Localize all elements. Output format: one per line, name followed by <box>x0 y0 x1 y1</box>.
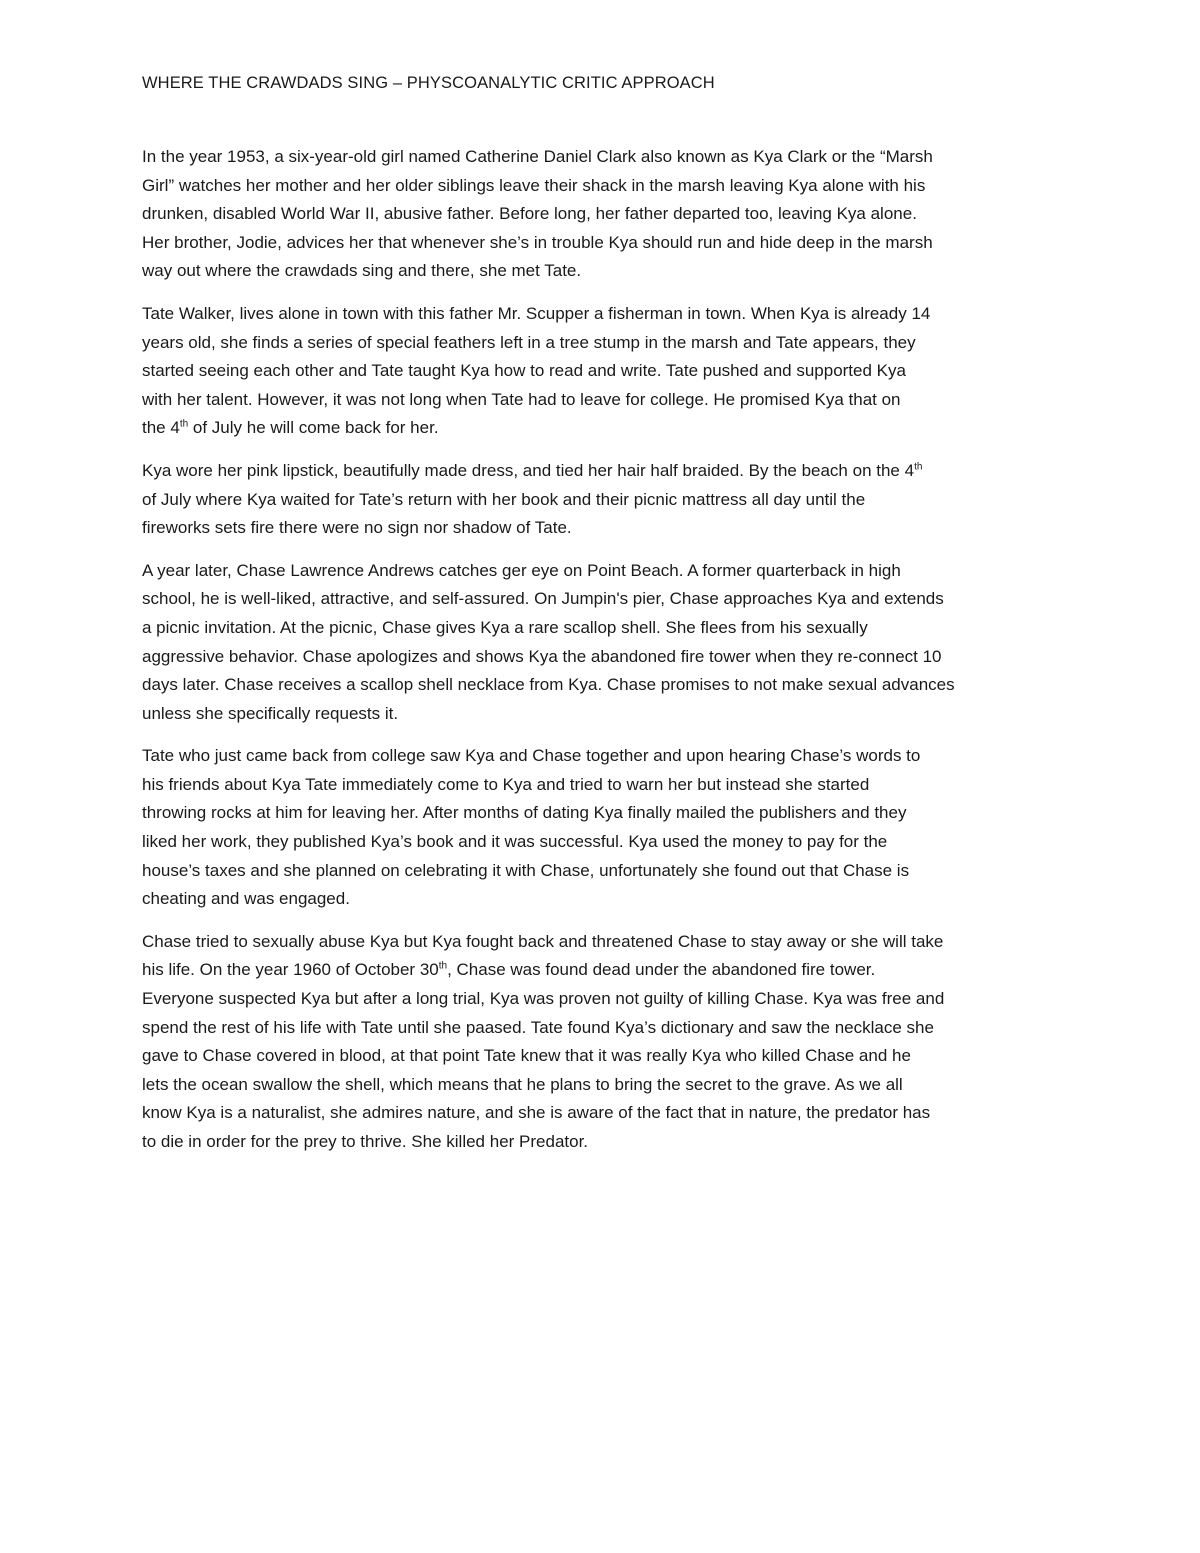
text-line: Her brother, Jodie, advices her that whenever she’s in trouble Kya should run and hide deep in the marsh <box>142 232 933 252</box>
paragraph <box>142 457 1060 543</box>
text-line: know Kya is a naturalist, she admires nature, and she is aware of the fact that in nature, the predator has <box>142 1103 931 1123</box>
text-line: Girl” watches her mother and her older siblings leave their shack in the marsh leaving Kya alone with his <box>142 175 926 195</box>
superscript: th <box>179 418 189 430</box>
text-line: Tate who just came back from college saw Kya and Chase together and upon hearing Chase’s words to <box>142 746 921 766</box>
superscript: th <box>438 960 448 972</box>
superscript: th <box>914 461 923 473</box>
text-line: Everyone suspected Kya but after a long trial, Kya was proven not guilty of killing Chase. Kya was free and <box>142 989 945 1009</box>
text-line: years old, she finds a series of special feathers left in a tree stump in the marsh and Tate appears, they <box>142 332 916 352</box>
text-line: the 4th of July he will come back for her. <box>142 418 439 438</box>
text-line: cheating and was engaged. <box>142 889 350 909</box>
text-line: spend the rest of his life with Tate until she paased. Tate found Kya’s dictionary and saw the necklace she <box>142 1017 934 1037</box>
paragraph <box>142 300 1060 443</box>
text-line: Tate Walker, lives alone in town with this father Mr. Scupper a fisherman in town. When Kya is already 14 <box>142 303 931 323</box>
text-line: days later. Chase receives a scallop shell necklace from Kya. Chase promises to not make sexual advances <box>142 675 955 695</box>
text-line: drunken, disabled World War II, abusive father. Before long, her father departed too, leaving Kya alone. <box>142 204 917 224</box>
document-title: WHERE THE CRAWDADS SING – PHYSCOANALYTIC CRITIC APPROACH <box>142 74 715 92</box>
paragraph <box>142 143 1060 286</box>
paragraph <box>142 742 1060 914</box>
text-line: way out where the crawdads sing and there, she met Tate. <box>142 261 582 281</box>
text-line: unless she specifically requests it. <box>142 703 399 723</box>
text-line: In the year 1953, a six-year-old girl named Catherine Daniel Clark also known as Kya Clark or the “Marsh <box>142 147 933 166</box>
text-line: Kya wore her pink lipstick, beautifully made dress, and tied her hair half braided. By the beach on the 4th <box>142 460 923 480</box>
text-line: gave to Chase covered in blood, at that point Tate knew that it was really Kya who killed Chase and he <box>142 1046 911 1066</box>
text-line: lets the ocean swallow the shell, which means that he plans to bring the secret to the grave. As we all <box>142 1074 903 1094</box>
paragraph <box>142 557 1060 729</box>
text-line: his friends about Kya Tate immediately come to Kya and tried to warn her but instead she started <box>142 774 870 794</box>
text-line: house’s taxes and she planned on celebrating it with Chase, unfortunately she found out that Chase is <box>142 860 910 880</box>
text-line: started seeing each other and Tate taught Kya how to read and write. Tate pushed and supported Kya <box>142 361 906 381</box>
text-line: A year later, Chase Lawrence Andrews catches ger eye on Point Beach. A former quarterback in high <box>142 560 901 580</box>
text-line: to die in order for the prey to thrive. She killed her Predator. <box>142 1132 589 1151</box>
text-line: his life. On the year 1960 of October 30th, Chase was found dead under the abandoned fire tower. <box>142 960 876 980</box>
text-line: of July where Kya waited for Tate’s return with her book and their picnic mattress all day until the <box>142 489 866 509</box>
text-line: with her talent. However, it was not long when Tate had to leave for college. He promised Kya that on <box>142 389 901 409</box>
text-line: Chase tried to sexually abuse Kya but Kya fought back and threatened Chase to stay away or she will take <box>142 931 944 951</box>
text-line: liked her work, they published Kya’s book and it was successful. Kya used the money to pay for the <box>142 832 888 852</box>
paragraph <box>142 928 1060 1157</box>
text-line: fireworks sets fire there were no sign nor shadow of Tate. <box>142 518 572 538</box>
document-body <box>142 143 1060 1171</box>
text-line: throwing rocks at him for leaving her. After months of dating Kya finally mailed the publishers and they <box>142 803 907 823</box>
text-line: aggressive behavior. Chase apologizes and shows Kya the abandoned fire tower when they re-connect 10 <box>142 646 942 666</box>
text-line: school, he is well-liked, attractive, and self-assured. On Jumpin's pier, Chase approaches Kya and extends <box>142 589 944 609</box>
text-line: a picnic invitation. At the picnic, Chase gives Kya a rare scallop shell. She flees from his sexually <box>142 617 868 637</box>
